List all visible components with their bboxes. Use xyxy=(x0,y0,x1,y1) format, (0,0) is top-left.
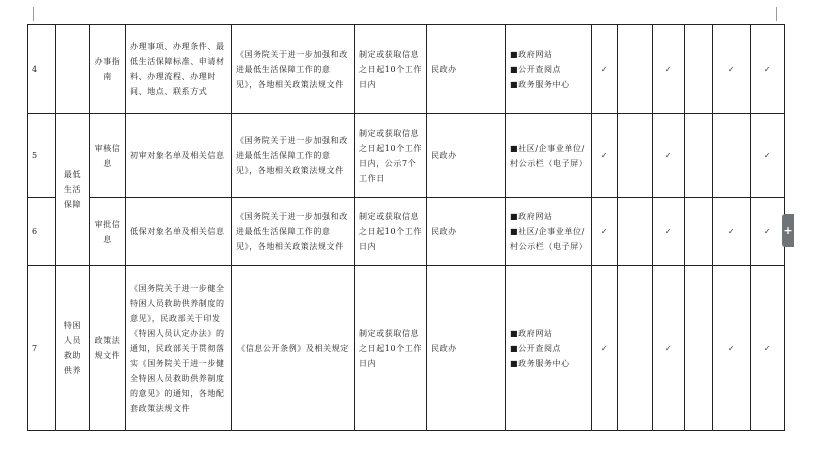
item-cell: 审核信息 xyxy=(90,114,126,198)
row-number: 5 xyxy=(28,114,56,198)
content-cell: 办理事项、办理条件、最低生活保障标准、申请材料、办理流程、办理时间、地点、联系方式 xyxy=(126,25,232,114)
empty-cell xyxy=(685,114,713,198)
time-limit-cell: 制定或获取信息之日起10个工作日内 xyxy=(355,25,427,114)
empty-cell xyxy=(618,266,653,431)
row-number: 7 xyxy=(28,266,56,431)
check-mark: ✓ xyxy=(653,198,685,266)
channel-item: ■政务服务中心 xyxy=(510,358,570,368)
check-mark: ✓ xyxy=(592,114,618,198)
time-limit-cell: 制定或获取信息之日起10个工作日内 xyxy=(355,198,427,266)
body-cell: 民政办 xyxy=(427,198,506,266)
content-cell: 低保对象名单及相关信息 xyxy=(126,198,232,266)
channel-cell xyxy=(506,25,592,114)
item-cell: 政策法规文件 xyxy=(90,266,126,431)
row-number: 6 xyxy=(28,198,56,266)
check-mark: ✓ xyxy=(653,25,685,114)
check-mark: ✓ xyxy=(653,114,685,198)
page-corner-mark-left xyxy=(23,7,34,21)
empty-cell xyxy=(618,198,653,266)
channel-item: ■政府网站 xyxy=(510,212,553,221)
empty-cell xyxy=(685,25,713,114)
category-cell: 特困人员救助供养 xyxy=(56,266,90,431)
category-cell: 最低生活保障 xyxy=(56,114,90,266)
check-mark: ✓ xyxy=(592,25,618,114)
channel-item: ■政府网站 xyxy=(510,49,553,59)
channel-cell xyxy=(506,266,592,431)
check-mark: ✓ xyxy=(751,25,785,114)
page-corner-mark-right xyxy=(776,7,787,21)
empty-cell xyxy=(713,114,751,198)
channel-item: ■公开查阅点 xyxy=(510,343,562,353)
check-mark: ✓ xyxy=(713,266,751,431)
table-row xyxy=(28,266,785,431)
check-mark: ✓ xyxy=(751,114,785,198)
table-row xyxy=(28,198,785,266)
basis-cell: 《信息公开条例》及相关规定 xyxy=(232,266,355,431)
content-cell: 初审对象名单及相关信息 xyxy=(126,114,232,198)
side-panel-expand-button[interactable] xyxy=(782,214,794,247)
empty-cell xyxy=(618,114,653,198)
basis-cell: 《国务院关于进一步加强和改进最低生活保障工作的意见》，各地相关政策法规文件 xyxy=(232,25,355,114)
content-cell: 《国务院关于进一步健全特困人员救助供养制度的意见》，民政部关于印发《特困人员认定办法》的通知，民政部关于贯彻落实《国务院关于进一步健全特困人员救助供养制度的意见》的通知，各地配套政策法规文件 xyxy=(126,266,232,431)
channel-cell: ■社区/企事业单位/村公示栏（电子屏） xyxy=(506,114,592,198)
channel-cell xyxy=(506,198,592,266)
item-cell: 办事指南 xyxy=(90,25,126,114)
row-number: 4 xyxy=(28,25,56,114)
empty-cell xyxy=(685,198,713,266)
check-mark: ✓ xyxy=(592,266,618,431)
basis-cell: 《国务院关于进一步加强和改进最低生活保障工作的意见》，各地相关政策法规文件 xyxy=(232,198,355,266)
table-row xyxy=(28,114,785,198)
item-cell: 审批信息 xyxy=(90,198,126,266)
basis-cell: 《国务院关于进一步加强和改进最低生活保障工作的意见》，各地相关政策法规文件 xyxy=(232,114,355,198)
plus-icon: + xyxy=(783,224,793,237)
category-cell-empty xyxy=(56,25,90,114)
check-mark: ✓ xyxy=(751,198,785,266)
time-limit-cell: 制定或获取信息之日起10个工作日内 xyxy=(355,266,427,431)
check-mark: ✓ xyxy=(713,198,751,266)
channel-item: ■公开查阅点 xyxy=(510,64,562,74)
table-row xyxy=(28,25,785,114)
disclosure-table xyxy=(27,24,785,431)
body-cell: 民政办 xyxy=(427,25,506,114)
empty-cell xyxy=(685,266,713,431)
check-mark: ✓ xyxy=(751,266,785,431)
time-limit-cell: 制定或获取信息之日起10个工作日内，公示7个工作日 xyxy=(355,114,427,198)
body-cell: 民政办 xyxy=(427,114,506,198)
empty-cell xyxy=(618,25,653,114)
check-mark: ✓ xyxy=(713,25,751,114)
channel-item: ■政务服务中心 xyxy=(510,79,570,89)
channel-item: ■社区/企事业单位/村公示栏（电子屏） xyxy=(510,227,588,251)
channel-item: ■政府网站 xyxy=(510,328,553,338)
check-mark: ✓ xyxy=(653,266,685,431)
check-mark: ✓ xyxy=(592,198,618,266)
body-cell: 民政办 xyxy=(427,266,506,431)
